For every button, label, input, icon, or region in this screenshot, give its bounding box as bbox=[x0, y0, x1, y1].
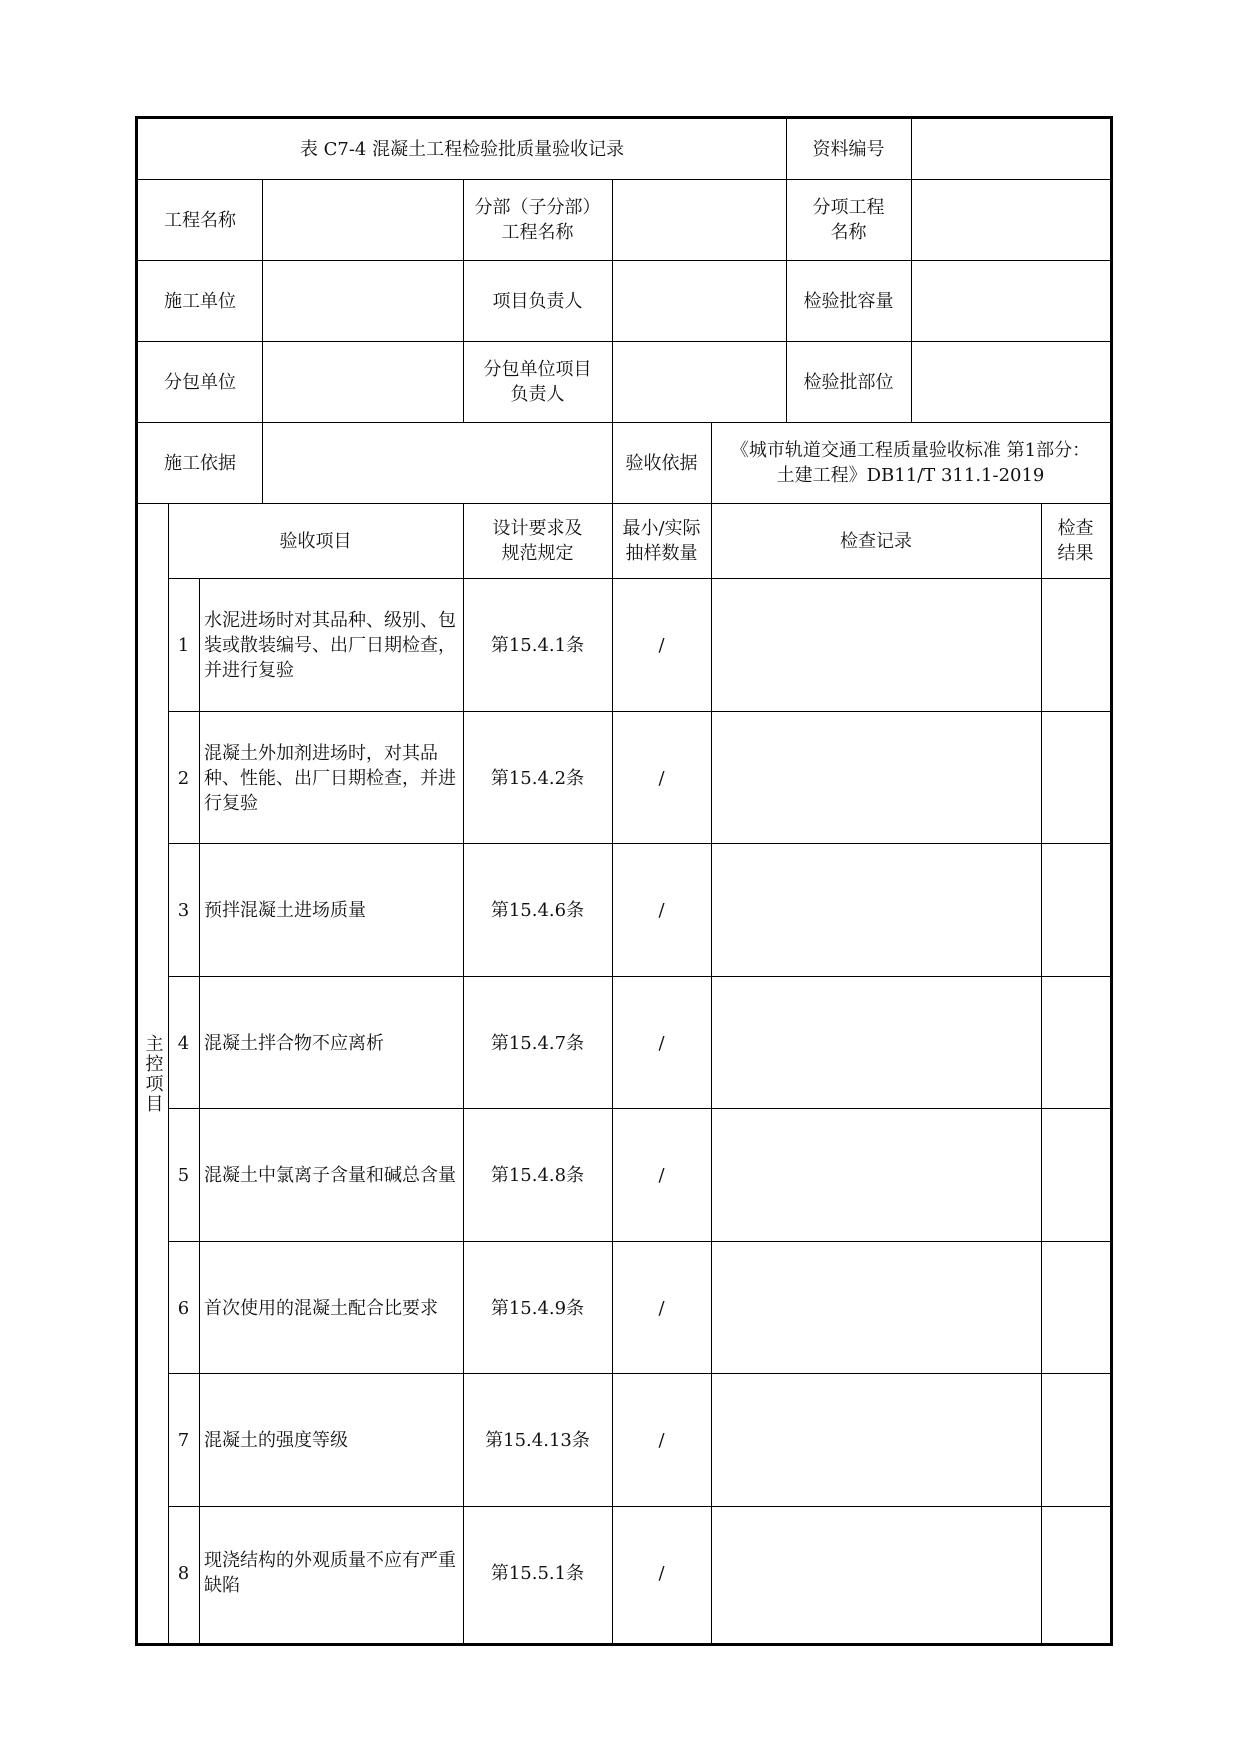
item-record[interactable] bbox=[711, 1374, 1041, 1507]
item-record[interactable] bbox=[711, 1109, 1041, 1242]
category-main-control bbox=[138, 504, 168, 1643]
items-header-record: 检查记录 bbox=[840, 530, 912, 552]
item-description: 首次使用的混凝土配合比要求 bbox=[204, 1297, 438, 1319]
item-result[interactable] bbox=[1041, 712, 1110, 844]
item-clause: 第15.4.7条 bbox=[490, 1032, 585, 1054]
item-description: 水泥进场时对其品种、级别、包装或散装编号、出厂日期检查，并进行复验 bbox=[204, 610, 456, 681]
item-description: 现浇结构的外观质量不应有严重缺陷 bbox=[204, 1550, 456, 1596]
item-result[interactable] bbox=[1041, 1507, 1110, 1639]
item-sample[interactable]: / bbox=[658, 767, 665, 789]
item-result[interactable] bbox=[1041, 1109, 1110, 1242]
item-sample[interactable]: / bbox=[658, 1562, 665, 1584]
item-clause: 第15.4.1条 bbox=[490, 635, 585, 656]
item-description: 混凝土的强度等级 bbox=[204, 1430, 348, 1451]
sub-pm-value[interactable] bbox=[612, 342, 786, 422]
item-record[interactable] bbox=[711, 844, 1041, 977]
item-result[interactable] bbox=[1041, 579, 1110, 712]
pm-value[interactable] bbox=[612, 261, 786, 341]
item-number: 3 bbox=[177, 900, 190, 921]
division-label: 分部（子分部） 工程名称 bbox=[474, 197, 601, 243]
item-clause: 第15.4.9条 bbox=[490, 1297, 585, 1319]
contractor-label: 施工单位 bbox=[164, 290, 236, 312]
item-result[interactable] bbox=[1041, 844, 1110, 977]
item-number: 4 bbox=[177, 1032, 190, 1054]
item-result[interactable] bbox=[1041, 977, 1110, 1109]
item-sample[interactable]: / bbox=[658, 1297, 665, 1319]
acceptance-basis-label: 验收依据 bbox=[625, 452, 698, 474]
item-description: 预拌混凝土进场质量 bbox=[204, 900, 366, 921]
item-record[interactable] bbox=[711, 712, 1041, 844]
division-value[interactable] bbox=[612, 180, 786, 260]
item-record[interactable] bbox=[711, 1242, 1041, 1374]
item-clause: 第15.4.2条 bbox=[490, 767, 585, 789]
subcontractor-value[interactable] bbox=[263, 342, 463, 422]
item-sample[interactable]: / bbox=[658, 1430, 665, 1451]
basis-label: 施工依据 bbox=[164, 452, 236, 474]
item-clause: 第15.4.13条 bbox=[485, 1430, 590, 1451]
pm-label: 项目负责人 bbox=[492, 290, 583, 312]
subcontractor-label: 分包单位 bbox=[164, 371, 236, 393]
items-header-item: 验收项目 bbox=[279, 530, 352, 552]
items-header-design: 设计要求及 规范规定 bbox=[492, 518, 583, 564]
batch-location-label: 检验批部位 bbox=[803, 371, 894, 393]
item-number: 2 bbox=[177, 767, 190, 789]
form-title: 表 C7-4 混凝土工程检验批质量验收记录 bbox=[299, 138, 625, 160]
project-name-value[interactable] bbox=[263, 180, 463, 260]
sub-pm-label: 分包单位项目 负责人 bbox=[483, 359, 592, 405]
item-number: 8 bbox=[177, 1562, 190, 1584]
item-record[interactable] bbox=[711, 1507, 1041, 1639]
item-record[interactable] bbox=[711, 977, 1041, 1109]
doc-no-label: 资料编号 bbox=[812, 138, 885, 160]
subitem-label: 分项工程 名称 bbox=[812, 197, 885, 243]
capacity-label: 检验批容量 bbox=[803, 290, 894, 312]
item-clause: 第15.4.6条 bbox=[490, 900, 585, 921]
item-sample[interactable]: / bbox=[658, 635, 665, 656]
basis-value[interactable] bbox=[263, 423, 612, 503]
item-result[interactable] bbox=[1041, 1242, 1110, 1374]
project-name-label: 工程名称 bbox=[164, 209, 236, 231]
item-description: 混凝土拌合物不应离析 bbox=[204, 1032, 384, 1054]
capacity-value[interactable] bbox=[911, 261, 1110, 341]
item-sample[interactable]: / bbox=[658, 1032, 665, 1054]
item-description: 混凝土中氯离子含量和碱总含量 bbox=[204, 1165, 456, 1186]
item-number: 6 bbox=[177, 1297, 190, 1319]
items-header-result: 检查 结果 bbox=[1057, 518, 1094, 564]
item-sample[interactable]: / bbox=[658, 1165, 665, 1186]
item-result[interactable] bbox=[1041, 1374, 1110, 1507]
item-number: 7 bbox=[177, 1430, 190, 1451]
doc-no-value[interactable] bbox=[911, 119, 1110, 179]
items-header-sample: 最小/实际 抽样数量 bbox=[622, 518, 701, 564]
item-number: 1 bbox=[177, 635, 190, 656]
item-clause: 第15.5.1条 bbox=[490, 1562, 585, 1584]
item-sample[interactable]: / bbox=[658, 900, 665, 921]
contractor-value[interactable] bbox=[263, 261, 463, 341]
acceptance-basis-value: 《城市轨道交通工程质量验收标准 第1部分：土建工程》DB11/T 311.1-2019 bbox=[730, 440, 1091, 486]
item-clause: 第15.4.8条 bbox=[490, 1165, 585, 1186]
subitem-value[interactable] bbox=[911, 180, 1110, 260]
item-record[interactable] bbox=[711, 579, 1041, 712]
item-description: 混凝土外加剂进场时，对其品种、性能、出厂日期检查，并进行复验 bbox=[204, 742, 456, 814]
batch-location-value[interactable] bbox=[911, 342, 1110, 422]
item-number: 5 bbox=[177, 1165, 190, 1186]
category-label: 主控项目 bbox=[142, 1033, 164, 1114]
